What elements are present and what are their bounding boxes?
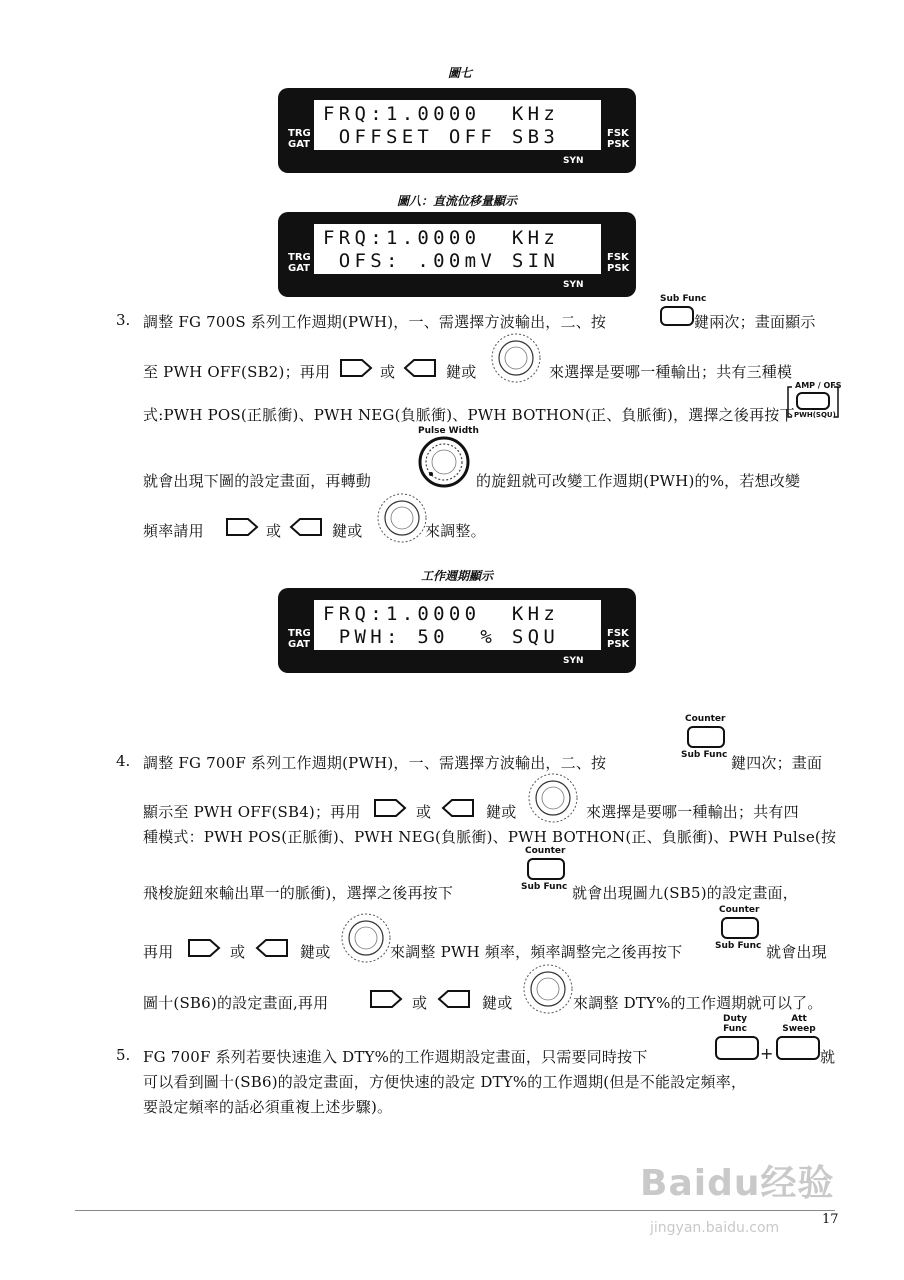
item-4-text: 顯示至 PWH OFF(SB4)；再用 [143,803,361,821]
left-arrow-key-icon [436,988,472,1010]
sub-func-key-icon [660,306,694,326]
item-4-text: 來調整 PWH 頻率，頻率調整完之後再按下 [390,943,683,961]
item-4-text: 或 [412,994,428,1012]
pwh-squ-label: PWH(SQU) [794,411,836,419]
duty-func-label: Duty Func [722,1014,748,1034]
right-arrow-key-icon [372,797,408,819]
item-number: 3. [116,311,131,329]
item-3-text: 來選擇是要哪一種輸出；共有三種模 [549,363,793,381]
item-3-text: 調整 FG 700S 系列工作週期(PWH)，一、需選擇方波輸出，二、按 [143,313,607,331]
item-4-text: 或 [230,943,246,961]
bracket-icon [786,383,840,423]
item-4-text: 圖十(SB6)的設定畫面,再用 [143,994,329,1012]
pulse-width-knob-icon [418,436,470,488]
rotary-knob-icon [522,963,574,1015]
lcd-display [278,88,636,173]
lcd-line-2: PWH: 50 % SQU [323,626,560,648]
footer-rule [75,1210,835,1211]
lcd-display [278,212,636,297]
lcd-line-2: OFFSET OFF SB3 [323,126,560,148]
lcd-line-1: FRQ:1.0000 KHz [323,603,560,625]
sub-func-label: Sub Func [681,750,728,760]
item-3-text: 式:PWH POS(正脈衝)、PWH NEG(負脈衝)、PWH BOTHON(正、負脈衝)，選擇之後再按下 [143,406,795,424]
lcd-right-labels: FSK PSK [607,128,630,150]
item-3-text: 鍵或 [446,363,477,381]
figure-caption: 工作週期顯示 [420,569,493,583]
item-number: 5. [116,1046,131,1064]
lcd-line-1: FRQ:1.0000 KHz [323,103,560,125]
att-sweep-key-icon [776,1036,820,1060]
duty-func-key-icon [715,1036,759,1060]
counter-key-icon [527,858,565,880]
item-4-text: 鍵或 [486,803,517,821]
lcd-right-labels: FSK PSK [607,252,630,274]
item-4-text: 就會出現圖九(SB5)的設定畫面， [572,884,798,902]
item-4-text: 鍵或 [482,994,513,1012]
figure-caption: 圖八：直流位移量顯示 [396,194,517,208]
lcd-syn-label: SYN [563,156,584,166]
item-4-text: 就會出現 [766,943,827,961]
baidu-watermark-logo: Baidu经验 [640,1163,835,1204]
sub-func-label: Sub Func [715,941,762,951]
plus-sign: + [760,1044,774,1063]
item-4-text: 鍵或 [300,943,331,961]
item-4-text: 種模式：PWH POS(正脈衝)、PWH NEG(負脈衝)、PWH BOTHON(正、負脈衝)、PWH Pulse(按 [143,828,837,846]
counter-label: Counter [719,905,760,915]
item-4-text: 或 [416,803,432,821]
counter-key-icon [721,917,759,939]
counter-key-icon [687,726,725,748]
item-3-text: 就會出現下圖的設定畫面，再轉動 [143,472,372,490]
lcd-left-labels: TRG GAT [288,628,311,650]
counter-label: Counter [685,714,726,724]
amp-ofs-label: AMP / OFS [795,381,842,390]
item-3-text: 或 [380,363,396,381]
item-5-text: 可以看到圖十(SB6)的設定畫面，方便快速的設定 DTY%的工作週期(但是不能設定頻率， [143,1073,747,1091]
rotary-knob-icon [340,912,392,964]
lcd-left-labels: TRG GAT [288,252,311,274]
lcd-screen [314,600,601,650]
rotary-knob-icon [490,332,542,384]
lcd-display [278,588,636,673]
sub-func-label: Sub Func [521,882,568,892]
item-3-text: 鍵兩次；畫面顯示 [694,313,816,331]
lcd-screen [314,224,601,274]
counter-label: Counter [525,846,566,856]
item-3-text: 或 [266,522,282,540]
item-3-text: 頻率請用 [143,522,204,540]
lcd-syn-label: SYN [563,280,584,290]
lcd-line-2: OFS: .00mV SIN [323,250,560,272]
right-arrow-key-icon [224,516,260,538]
item-4-text: 再用 [143,943,174,961]
left-arrow-key-icon [440,797,476,819]
left-arrow-key-icon [402,357,438,379]
item-5-text: 就 [820,1048,836,1066]
item-3-text: 鍵或 [332,522,363,540]
item-5-text: FG 700F 系列若要快速進入 DTY%的工作週期設定畫面，只需要同時按下 [143,1048,648,1066]
left-arrow-key-icon [254,937,290,959]
right-arrow-key-icon [368,988,404,1010]
page-number: 17 [822,1212,839,1227]
figure-caption: 圖七 [447,66,472,80]
item-4-text: 來調整 DTY%的工作週期就可以了。 [573,994,823,1012]
lcd-screen [314,100,601,150]
right-arrow-key-icon [338,357,374,379]
item-4-text: 來選擇是要哪一種輸出；共有四 [586,803,799,821]
pulse-width-label: Pulse Width [418,426,479,436]
left-arrow-key-icon [288,516,324,538]
item-3-text: 的旋鈕就可改變工作週期(PWH)的%，若想改變 [476,472,801,490]
sub-func-label: Sub Func [660,294,707,304]
item-4-text: 飛梭旋鈕來輸出單一的脈衝)，選擇之後再按下 [143,884,454,902]
lcd-syn-label: SYN [563,656,584,666]
item-5-text: 要設定頻率的話必須重複上述步驟)。 [143,1098,393,1116]
rotary-knob-icon [376,492,428,544]
watermark-url: jingyan.baidu.com [650,1220,780,1236]
item-4-text: 調整 FG 700F 系列工作週期(PWH)，一、需選擇方波輸出，二、按 [143,754,607,772]
rotary-knob-icon [527,772,579,824]
item-4-text: 鍵四次；畫面 [731,754,823,772]
item-3-text: 至 PWH OFF(SB2)；再用 [143,363,331,381]
lcd-line-1: FRQ:1.0000 KHz [323,227,560,249]
item-3-text: 來調整。 [425,522,486,540]
lcd-right-labels: FSK PSK [607,628,630,650]
lcd-left-labels: TRG GAT [288,128,311,150]
item-number: 4. [116,752,131,770]
att-sweep-label: Att Sweep [782,1014,816,1034]
right-arrow-key-icon [186,937,222,959]
